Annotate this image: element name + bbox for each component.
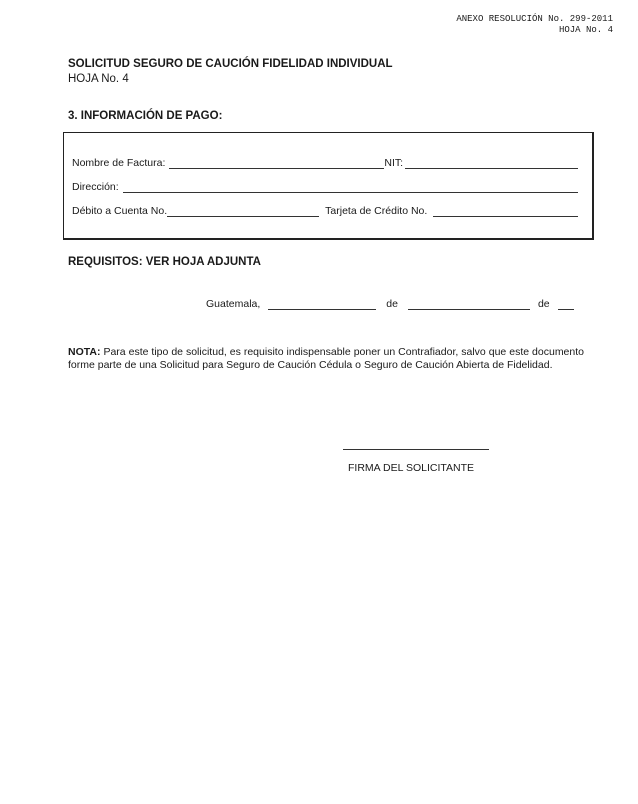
debito-label: Débito a Cuenta No.	[72, 205, 168, 217]
requisitos-heading: REQUISITOS: VER HOJA ADJUNTA	[68, 256, 261, 268]
lugar-label: Guatemala,	[206, 298, 261, 310]
annex-sheet-number: HOJA No. 4	[558, 25, 613, 35]
direccion-row	[72, 181, 578, 193]
pago-row	[72, 205, 578, 217]
nombre-factura-field[interactable]	[169, 158, 384, 169]
annex-header	[456, 14, 613, 36]
month-field[interactable]	[408, 299, 530, 310]
day-field[interactable]	[268, 299, 376, 310]
tarjeta-label: Tarjeta de Crédito No.	[325, 205, 428, 217]
payment-info-box	[63, 132, 594, 240]
signature-label: FIRMA DEL SOLICITANTE	[348, 462, 475, 474]
nit-label: NIT:	[384, 157, 404, 169]
direccion-label: Dirección:	[72, 181, 119, 193]
signature-line[interactable]	[343, 449, 489, 450]
direccion-field[interactable]	[123, 182, 578, 193]
nota-text: Para este tipo de solicitud, es requisito indispensable poner un Contrafiador, salvo que este documento forme parte de una Solicitud para Seguro de Caución Cédula o Seguro de Caución Abierta de Fidelidad.	[68, 346, 584, 371]
form-title: SOLICITUD SEGURO DE CAUCIÓN FIDELIDAD INDIVIDUAL	[68, 58, 393, 70]
form-subtitle: HOJA No. 4	[68, 73, 129, 85]
annex-resolution: ANEXO RESOLUCIÓN No. 299-2011	[456, 14, 613, 24]
de-label-1: de	[386, 298, 398, 310]
nit-field[interactable]	[405, 158, 578, 169]
de-label-2: de	[537, 298, 550, 310]
nombre-factura-label: Nombre de Factura:	[72, 157, 166, 169]
debito-field[interactable]	[167, 206, 319, 217]
year-field[interactable]	[558, 299, 574, 310]
nota-label: NOTA:	[68, 346, 101, 358]
date-line	[206, 298, 574, 310]
nombre-factura-row	[72, 157, 578, 169]
nota-paragraph	[68, 346, 584, 372]
tarjeta-field[interactable]	[433, 206, 578, 217]
section-title: 3. INFORMACIÓN DE PAGO:	[68, 110, 223, 122]
